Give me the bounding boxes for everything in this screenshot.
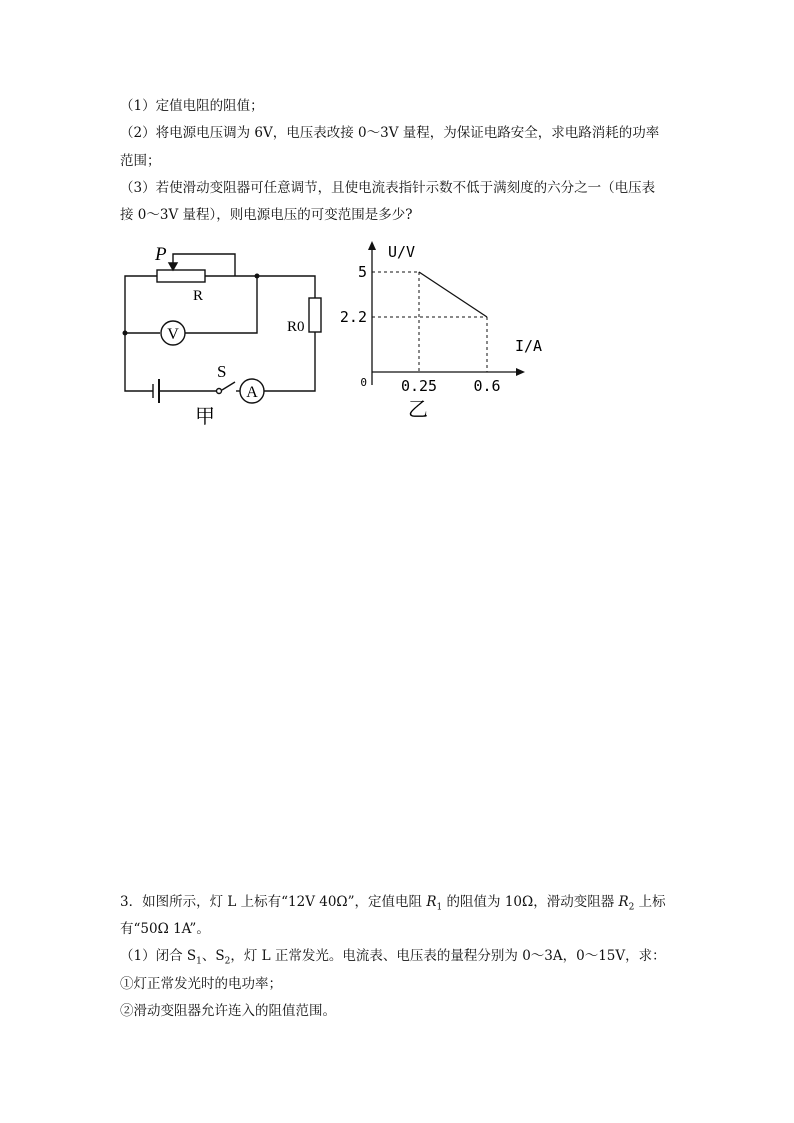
figures xyxy=(115,238,555,433)
u-i-chart xyxy=(340,241,542,421)
y-tick-label: 2.2 xyxy=(339,308,367,326)
origin-label: 0 xyxy=(360,376,367,389)
problem-3-text: 上标 xyxy=(634,894,666,910)
problem-3-question-1 xyxy=(120,946,666,972)
problem-3-text: 3．如图所示，灯 L 上标有“12V 40Ω”，定值电阻 xyxy=(120,894,427,910)
junction-dot xyxy=(255,274,260,279)
r2-subscript: 2 xyxy=(628,902,635,913)
x-tick-label: 0.25 xyxy=(400,377,438,395)
y-tick-label: 5 xyxy=(357,263,367,281)
junction-dot xyxy=(123,331,128,336)
problem-3-sub-2: ②滑动变阻器允许连入的阻值范围。 xyxy=(120,1003,336,1019)
question-3-text-cont: 接 0～3V 量程），则电源电压的可变范围是多少? xyxy=(120,207,413,223)
ammeter-label: A xyxy=(246,384,258,401)
figure-label-jia: 甲 xyxy=(195,404,215,428)
series-line xyxy=(419,272,487,317)
figure-label-yi: 乙 xyxy=(408,397,428,421)
resistor-r0-label: R0 xyxy=(287,319,305,335)
problem-3-q1-text: （1）闭合 S xyxy=(120,948,197,964)
problem-3-q1-text: ，灯 L 正常发光。电流表、电压表的量程分别为 0～3A，0～15V，求： xyxy=(230,948,666,964)
s2-subscript: 2 xyxy=(224,956,231,967)
s1-subscript: 1 xyxy=(196,956,202,967)
x-tick-label: 0.6 xyxy=(473,377,501,395)
problem-3-intro xyxy=(120,892,666,918)
question-2-text: （2）将电源电压调为 6V，电压表改接 0～3V 量程，为保证电路安全，求电路消耗的功率 xyxy=(120,125,660,141)
y-axis-arrow xyxy=(368,241,376,250)
rheostat-label: R xyxy=(193,288,204,304)
problem-3-q1-text: 、S xyxy=(201,948,225,964)
x-axis-arrow xyxy=(516,368,525,376)
slider-label: P xyxy=(155,244,167,265)
y-axis-label: U/V xyxy=(388,243,416,261)
r1-symbol: R xyxy=(426,894,437,910)
question-2-text-cont: 范围； xyxy=(120,153,161,169)
switch-symbol xyxy=(217,389,222,394)
r1-subscript: 1 xyxy=(436,902,443,913)
problem-3-sub-1: ①灯正常发光时的电功率； xyxy=(120,976,282,992)
slider-arrow xyxy=(169,263,177,270)
r2-symbol: R xyxy=(618,894,629,910)
problem-3-intro-cont: 有“50Ω 1A”。 xyxy=(120,921,210,937)
switch-label: S xyxy=(217,362,227,381)
resistor-r0-symbol xyxy=(309,298,321,332)
problem-3-text: 的阻值为 10Ω，滑动变阻器 xyxy=(442,894,619,910)
x-axis-label: I/A xyxy=(515,337,543,355)
question-3-text: （3）若使滑动变阻器可任意调节，且使电流表指针示数不低于满刻度的六分之一（电压表 xyxy=(120,180,656,196)
voltmeter-label: V xyxy=(167,326,179,343)
rheostat-symbol xyxy=(157,270,205,282)
question-1-text: （1）定值电阻的阻值； xyxy=(120,98,264,114)
